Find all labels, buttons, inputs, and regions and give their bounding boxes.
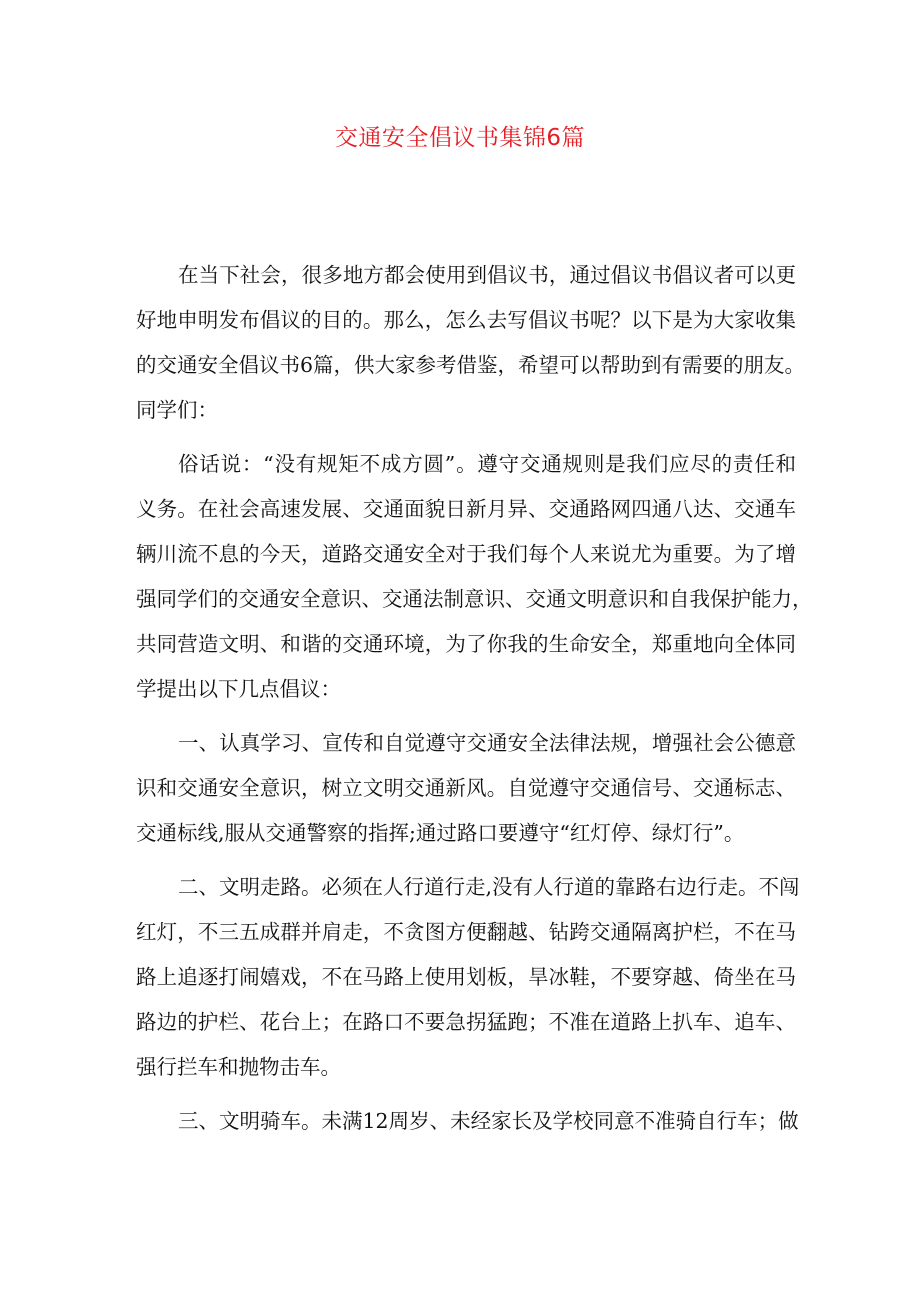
- document-body: [136, 253, 813, 1144]
- paragraph-2-line-6: 学提出以下几点倡议：: [136, 677, 341, 701]
- paragraph-2-line-5: 共同营造文明、和谐的交通环境，为了你我的生命安全，郑重地向全体同: [136, 632, 796, 656]
- paragraph-4-line-5: 强行拦车和抛物击车。: [136, 1055, 341, 1079]
- paragraph-gap: [136, 433, 796, 442]
- paragraph-gap: [136, 856, 796, 865]
- paragraph-2-line-3: 辆川流不息的今天，道路交通安全对于我们每个人来说尤为重要。为了增: [136, 542, 796, 566]
- paragraph-gap: [136, 1090, 796, 1099]
- paragraph-1-line-4: 同学们：: [136, 398, 218, 422]
- paragraph-2-line-1: 俗话说：“没有规矩不成方圆”。遵守交通规则是我们应尽的责任和: [178, 452, 796, 476]
- paragraph-3-line-3: 交通标线,服从交通警察的指挥;通过路口要遵守“红灯停、绿灯行”。: [136, 821, 745, 845]
- paragraph-3-line-2: 识和交通安全意识，树立文明交通新风。自觉遵守交通信号、交通标志、: [136, 776, 796, 800]
- paragraph-1-line-3: 的交通安全倡议书6篇，供大家参考借鉴，希望可以帮助到有需要的朋友。: [136, 353, 806, 377]
- paragraph-2-line-4: 强同学们的交通安全意识、交通法制意识、交通文明意识和自我保护能力，: [136, 587, 813, 611]
- paragraph-2-line-2: 义务。在社会高速发展、交通面貌日新月异、交通路网四通八达、交通车: [136, 497, 796, 521]
- paragraph-gap: [136, 712, 796, 721]
- paragraph-5-line-1: 三、文明骑车。未满12周岁、未经家长及学校同意不准骑自行车；做: [178, 1109, 799, 1133]
- document-title: 交通安全倡议书集锦6篇: [334, 125, 586, 151]
- paragraph-3-line-1: 一、认真学习、宣传和自觉遵守交通安全法律法规，增强社会公德意: [178, 731, 796, 755]
- paragraph-4-line-3: 路上追逐打闹嬉戏，不在马路上使用划板，旱冰鞋，不要穿越、倚坐在马: [136, 965, 796, 989]
- paragraph-1-line-2: 好地申明发布倡议的目的。那么，怎么去写倡议书呢？以下是为大家收集: [136, 308, 796, 332]
- paragraph-1-line-1: 在当下社会，很多地方都会使用到倡议书，通过倡议书倡议者可以更: [178, 263, 796, 287]
- paragraph-4-line-4: 路边的护栏、花台上；在路口不要急拐猛跑；不准在道路上扒车、追车、: [136, 1010, 796, 1034]
- paragraph-4-line-2: 红灯，不三五成群并肩走，不贪图方便翻越、钻跨交通隔离护栏，不在马: [136, 920, 796, 944]
- paragraph-4-line-1: 二、文明走路。必须在人行道行走,没有人行道的靠路右边行走。不闯: [178, 875, 800, 899]
